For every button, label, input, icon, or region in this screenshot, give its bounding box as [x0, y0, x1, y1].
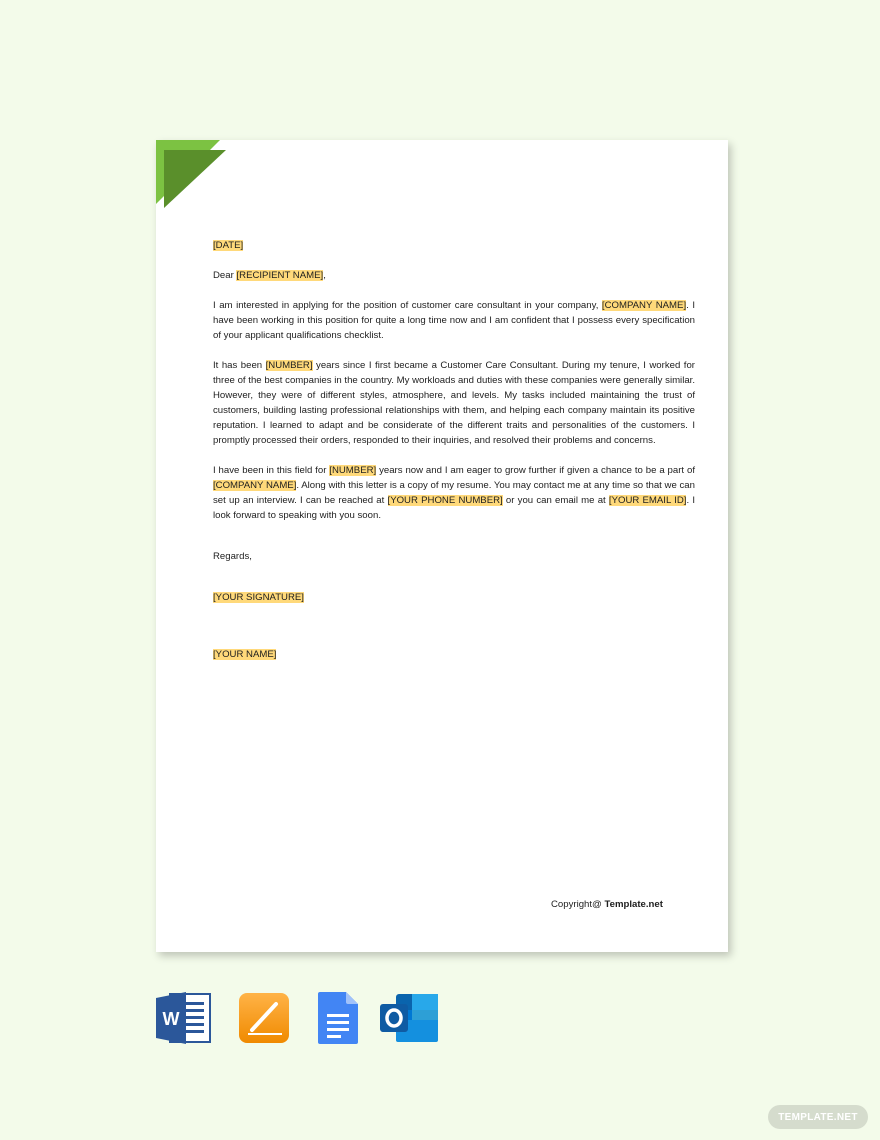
word-icon[interactable] [156, 992, 212, 1044]
p3-text-e: . I look forward to speaking with you soon. [213, 495, 695, 521]
greeting-prefix: Dear [213, 270, 237, 281]
number-placeholder: [NUMBER] [265, 360, 313, 371]
google-docs-icon[interactable] [318, 992, 358, 1044]
paragraph-3 [213, 463, 695, 523]
p3-text-a: I have been in this field for [213, 465, 330, 476]
company-placeholder: [COMPANY NAME] [601, 300, 687, 311]
signature-line [213, 590, 695, 605]
name-line [213, 647, 695, 662]
copyright [551, 899, 663, 910]
outlook-icon[interactable] [378, 992, 440, 1044]
p1-text-a: I am interested in applying for the position of customer care consultant in your company, [213, 300, 602, 311]
svg-text:W: W [162, 1009, 180, 1029]
pages-icon[interactable] [238, 992, 290, 1044]
corner-decoration [156, 140, 236, 220]
paragraph-1 [213, 298, 695, 343]
recipient-placeholder: [RECIPIENT NAME] [236, 270, 324, 281]
p3-text-b: years now and I am eager to grow further if given a chance to be a part of [376, 465, 695, 476]
paragraph-2 [213, 358, 695, 448]
date-line [213, 238, 695, 253]
letter-page [156, 140, 728, 952]
email-placeholder: [YOUR EMAIL ID] [608, 495, 687, 506]
copyright-prefix: Copyright@ [551, 899, 605, 910]
greeting [213, 268, 695, 283]
p3-text-c: . Along with this letter is a copy of my resume. You may contact me at any time so that we can set up an interview. I can be reached at [213, 480, 695, 506]
p2-text-a: It has been [213, 360, 266, 371]
p2-text-b: years since I first became a Customer Care Consultant. During my tenure, I worked for three of the best companies in the country. My workloads and duties with these companies were generally similar. However, they were of different styles, atmosphere, and levels. My tasks included maintaining the trust of customers, building lasting professional relationships with them, and helping each company maintain its positive reputation. I learned to adapt and be considerate of the different traits and personalities of the customers. I promptly processed their orders, responded to their inquiries, and resolved their problems and concerns. [213, 360, 695, 446]
p1-text-b: . I have been working in this position for quite a long time now and I am confident that I possess every specification of your applicant qualifications checklist. [213, 300, 695, 341]
template-net-badge[interactable]: TEMPLATE.NET [768, 1105, 868, 1129]
greeting-suffix: , [323, 270, 326, 281]
number-placeholder: [NUMBER] [329, 465, 377, 476]
phone-placeholder: [YOUR PHONE NUMBER] [387, 495, 503, 506]
letter-body [213, 238, 695, 677]
date-placeholder: [DATE] [213, 240, 244, 251]
signature-placeholder: [YOUR SIGNATURE] [213, 592, 304, 603]
company-placeholder: [COMPANY NAME] [213, 480, 297, 491]
p3-text-d: or you can email me at [502, 495, 609, 506]
name-placeholder: [YOUR NAME] [213, 649, 277, 660]
closing: Regards, [213, 551, 252, 562]
copyright-brand: Template.net [604, 899, 663, 910]
